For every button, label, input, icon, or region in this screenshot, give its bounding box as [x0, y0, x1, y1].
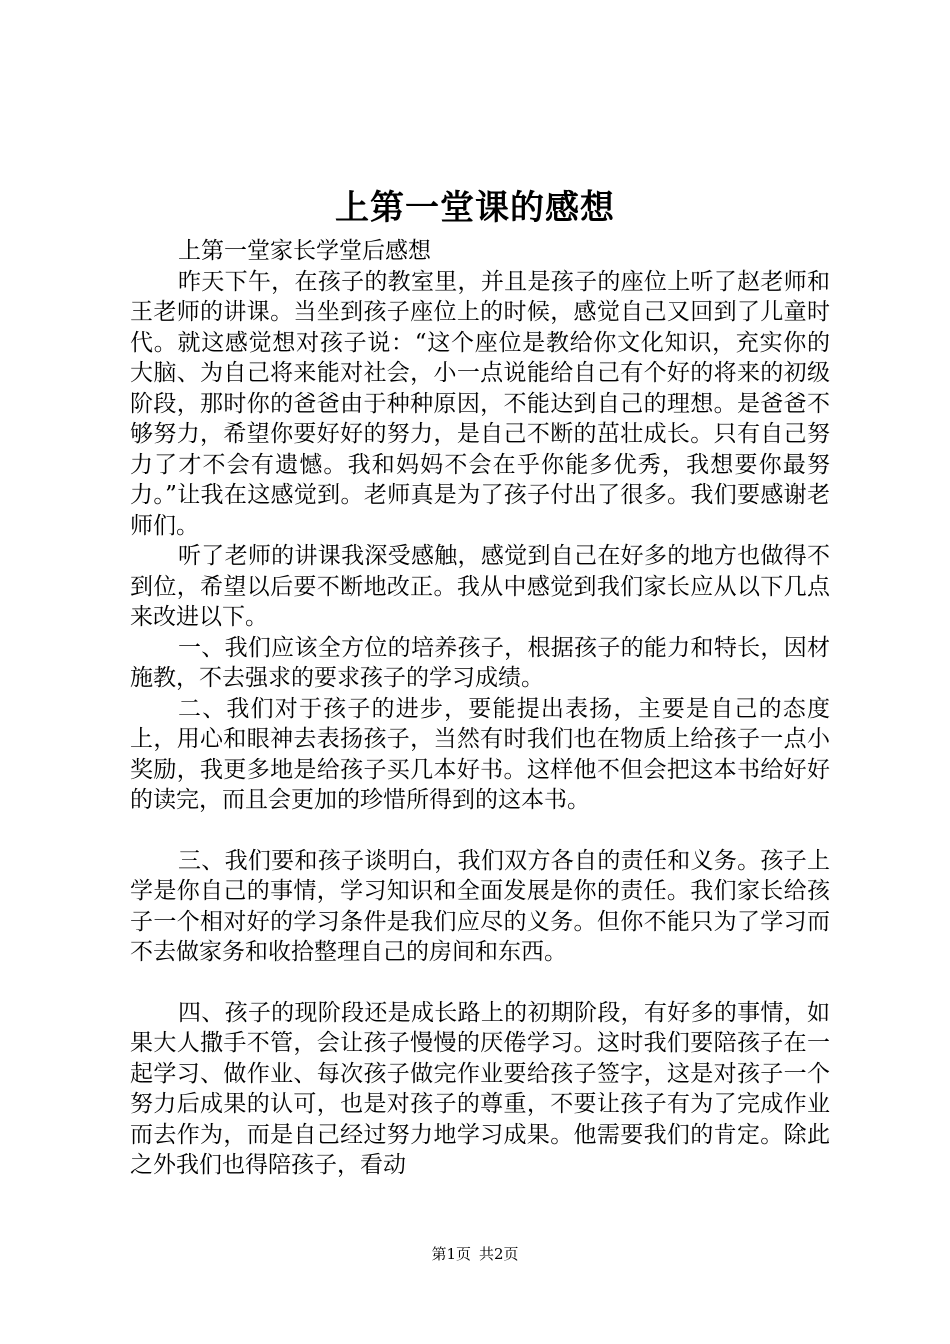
page-number: 第1页 — [431, 1245, 471, 1263]
subtitle-paragraph: 上第一堂家长学堂后感想 — [178, 238, 431, 264]
body-paragraph: 一、我们应该全方位的培养孩子，根据孩子的能力和特长，因材施教，不去强求的要求孩子的学习成绩。 — [130, 634, 830, 691]
body-paragraph: 二、我们对于孩子的进步，要能提出表扬，主要是自己的态度上，用心和眼神去表扬孩子，当然有时我们也在物质上给孩子一点小奖励，我更多地是给孩子买几本好书。这样他不但会把这本书给好好的读完，而且会更加的珍惜所得到的这本书。 — [130, 695, 830, 813]
body-paragraph: 三、我们要和孩子谈明白，我们双方各自的责任和义务。孩子上学是你自己的事情，学习知识和全面发展是你的责任。我们家长给孩子一个相对好的学习条件是我们应尽的义务。但你不能只为了学习而不去做家务和收拾整理自己的房间和东西。 — [130, 847, 830, 965]
document-body — [130, 236, 830, 1181]
page-count: 共2页 — [479, 1245, 519, 1263]
page-title: 上第一堂课的感想 — [335, 188, 615, 228]
body-paragraph: 听了老师的讲课我深受感触，感觉到自己在好多的地方也做得不到位，希望以后要不断地改正。我从中感觉到我们家长应从以下几点来改进以下。 — [130, 543, 830, 630]
body-paragraph: 昨天下午，在孩子的教室里，并且是孩子的座位上听了赵老师和王老师的讲课。当坐到孩子座位上的时候，感觉自己又回到了儿童时代。就这感觉想对孩子说：“这个座位是教给你文化知识，充实你的大脑、为自己将来能对社会，小一点说能给自己有个好的将来的初级阶段，那时你的爸爸由于种种原因，不能达到自己的理想。是爸爸不够努力，希望你要好好的努力，是自己不断的茁壮成长。只有自己努力了才不会有遗憾。我和妈妈不会在乎你能多优秀，我想要你最努力。”让我在这感觉到。老师真是为了孩子付出了很多。我们要感谢老师们。 — [130, 268, 830, 539]
page-footer — [0, 1244, 950, 1264]
body-paragraph: 四、孩子的现阶段还是成长路上的初期阶段，有好多的事情，如果大人撒手不管，会让孩子慢慢的厌倦学习。这时我们要陪孩子在一起学习、做作业、每次孩子做完作业要给孩子签字，这是对孩子一个努力后成果的认可，也是对孩子的尊重，不要让孩子有为了完成作业而去作为，而是自己经过努力地学习成果。他需要我们的肯定。除此之外我们也得陪孩子，看动 — [130, 999, 830, 1178]
